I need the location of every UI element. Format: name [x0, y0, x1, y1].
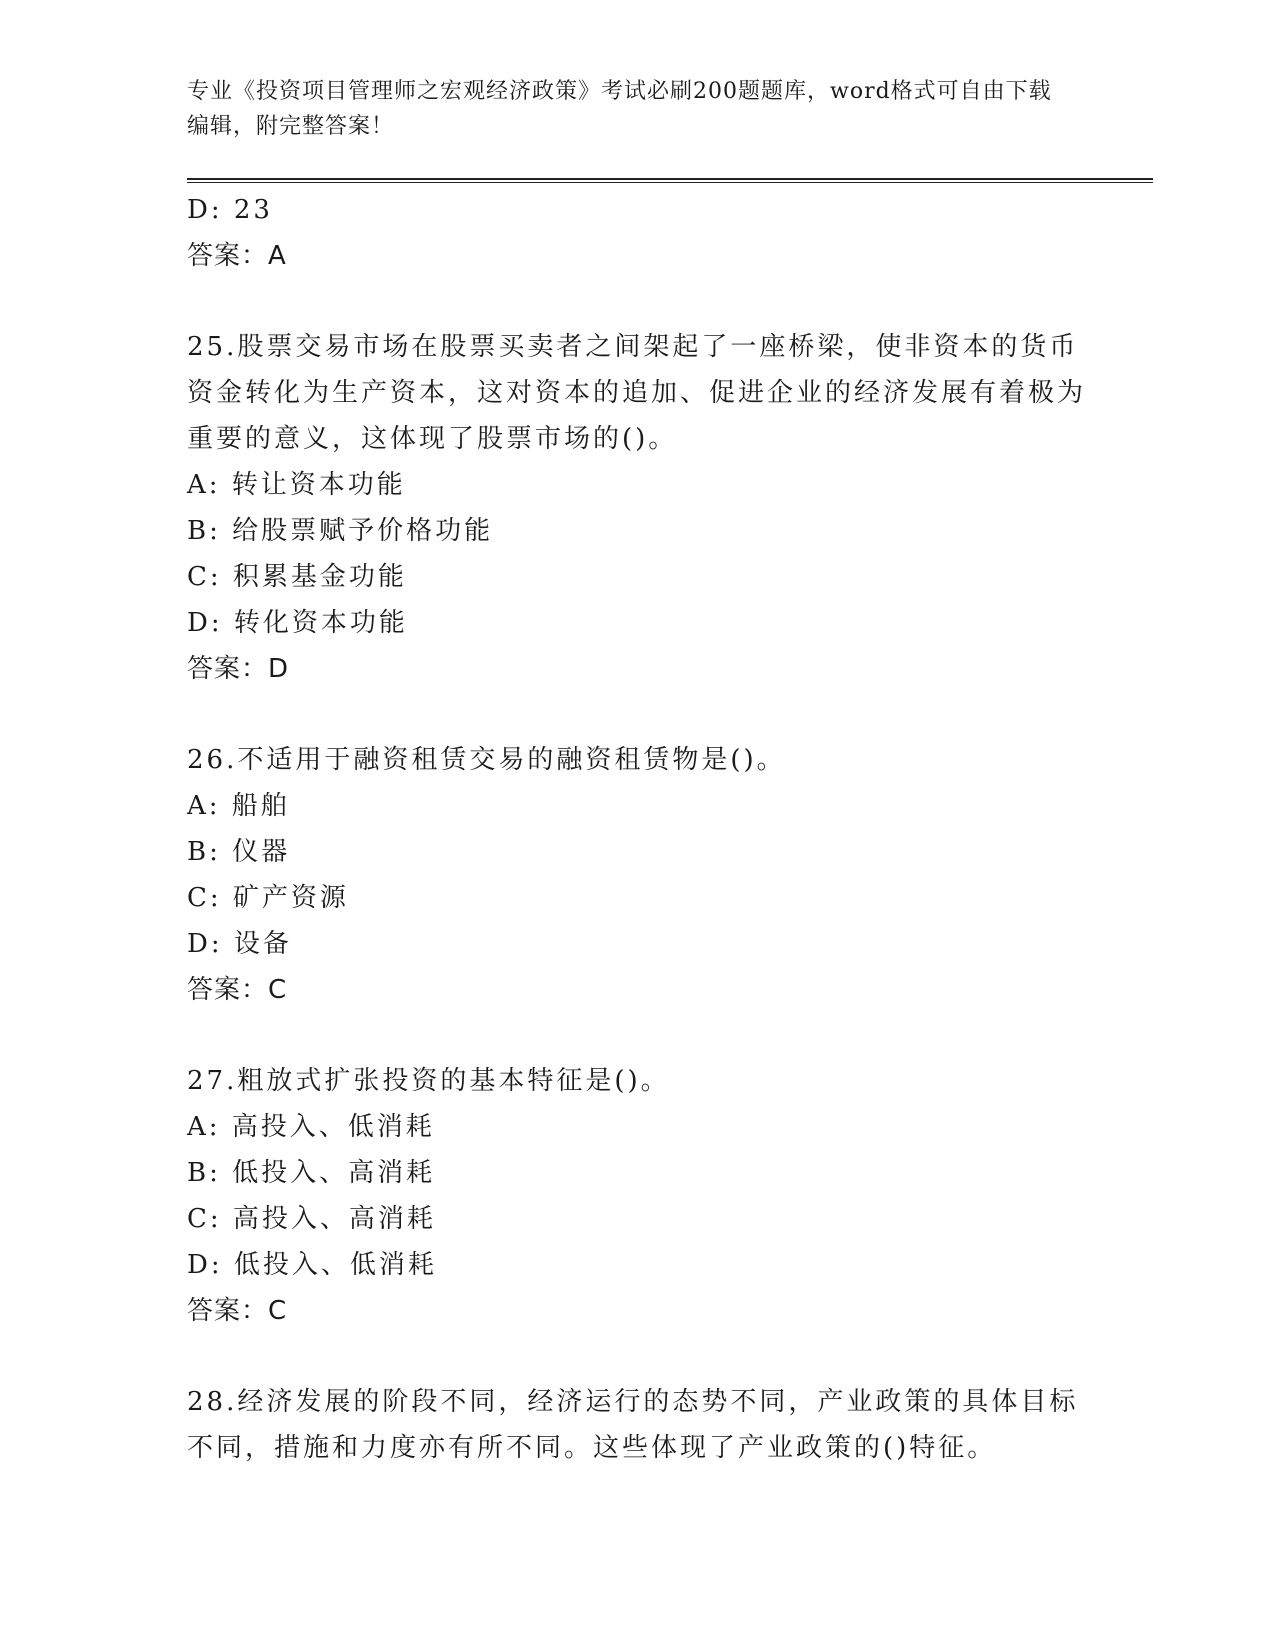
previous-question-tail	[187, 187, 1087, 279]
question-stem: 28.经济发展的阶段不同，经济运行的态势不同，产业政策的具体目标不同，措施和力度亦有所不同。这些体现了产业政策的()特征。	[187, 1387, 1079, 1463]
option-c: C: 积累基金功能	[187, 562, 407, 592]
question-25	[187, 324, 1087, 692]
answer-label: 答案：A	[187, 241, 287, 271]
option-b: B: 给股票赋予价格功能	[187, 516, 494, 546]
option-c: C: 高投入、高消耗	[187, 1204, 436, 1234]
page-header: 专业《投资项目管理师之宏观经济政策》考试必刷200题题库，word格式可自由下载编辑，附完整答案！	[187, 79, 1052, 139]
question-28	[187, 1379, 1087, 1471]
option-a: A: 转让资本功能	[187, 470, 406, 500]
option-d: D: 转化资本功能	[187, 608, 408, 638]
question-26	[187, 737, 1087, 1013]
option-c: C: 矿产资源	[187, 883, 349, 913]
question-stem: 25.股票交易市场在股票买卖者之间架起了一座桥梁，使非资本的货币资金转化为生产资本，这对资本的追加、促进企业的经济发展有着极为重要的意义，这体现了股票市场的()。	[187, 332, 1087, 454]
question-stem: 26.不适用于融资租赁交易的融资租赁物是()。	[187, 745, 786, 775]
question-stem: 27.粗放式扩张投资的基本特征是()。	[187, 1066, 670, 1096]
option-d: D: 低投入、低消耗	[187, 1250, 437, 1280]
answer-label: 答案：C	[187, 1296, 288, 1326]
answer-label: 答案：C	[187, 975, 288, 1005]
answer-label: 答案：D	[187, 654, 290, 684]
question-content	[187, 187, 1087, 1471]
option-a: A: 船舶	[187, 791, 290, 821]
option-b: B: 仪器	[187, 837, 291, 867]
option-a: A: 高投入、低消耗	[187, 1112, 435, 1142]
option-b: B: 低投入、高消耗	[187, 1158, 436, 1188]
option-d: D: 设备	[187, 929, 292, 959]
header-divider	[187, 178, 1153, 183]
question-27	[187, 1058, 1087, 1334]
option-d: D: 23	[187, 195, 273, 225]
